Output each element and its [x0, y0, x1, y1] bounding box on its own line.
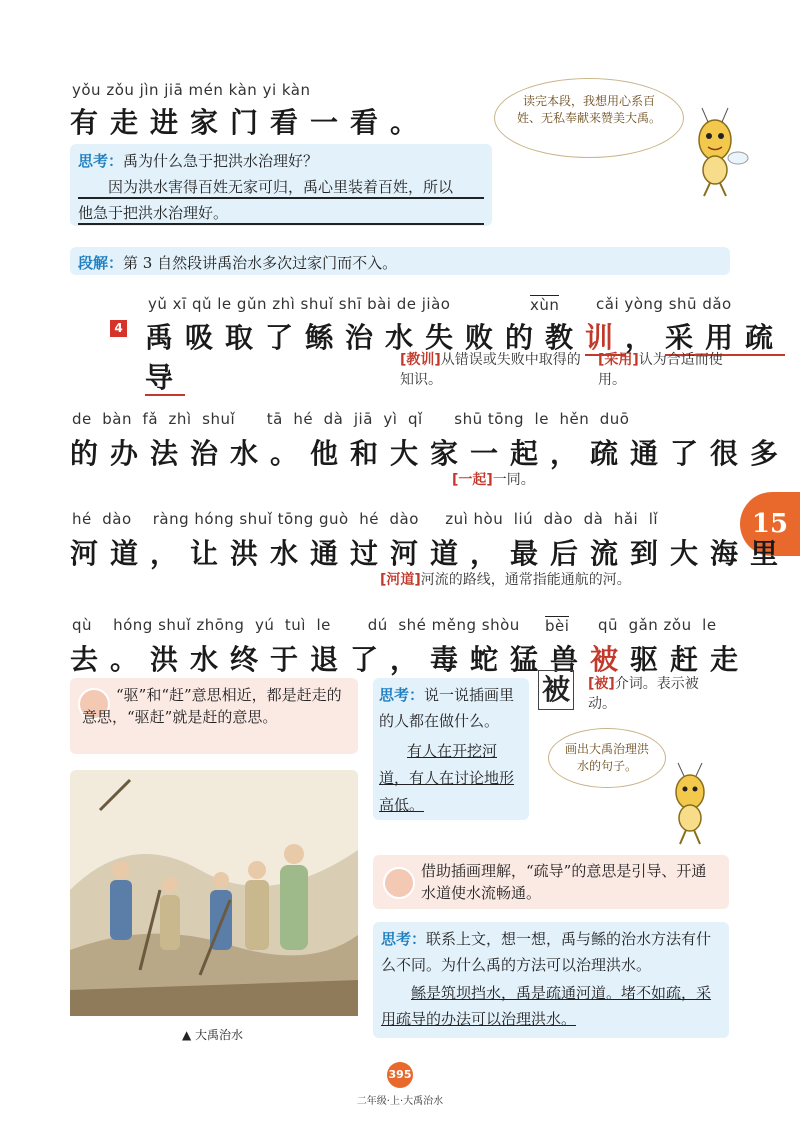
note-yiqi: [一起]一同。 — [452, 472, 535, 488]
paragraph-number: 4 — [110, 320, 127, 337]
think-box-1 — [70, 144, 492, 226]
para4-row2-pinyin: de bàn fǎ zhì shuǐ tā hé dà jiā yì qǐ shū tōng le hěn duō — [72, 410, 630, 428]
comma: ， — [625, 321, 666, 354]
para4-row1-hanzi-b: 采用疏导 — [145, 321, 786, 394]
bee-speech-bubble: 读完本段，我想用心系百姓、无私奉献来赞美大禹。 — [494, 78, 684, 158]
char-xun: 训 — [585, 321, 626, 354]
bee-speech-bubble: 画出大禹治理洪水的句子。 — [548, 728, 666, 788]
note-term: [河道] — [380, 572, 421, 588]
think-label: 思考： — [78, 152, 124, 170]
note-hedao: [河道]河流的路线，通常指能通航的河。 — [380, 572, 631, 588]
think-box-2 — [373, 678, 529, 820]
illustration-dayu-zhishui — [70, 770, 358, 1016]
bee-icon — [660, 758, 720, 848]
tip-box-qugan — [70, 678, 358, 754]
para4-row1-pinyin-b: cǎi yòng shū dǎo — [596, 295, 732, 313]
think-answer-line1: 因为洪水害得百姓无家可归，禹心里装着百姓，所以 — [78, 176, 484, 199]
think-box-3 — [373, 922, 729, 1038]
think-question: 禹为什么急于把洪水治理好？ — [123, 152, 319, 170]
tip-shudao-text: 借助插画理解，“疏导”的意思是引导、开通水道使水流畅通。 — [421, 862, 707, 902]
note-term: [被] — [588, 676, 615, 692]
footer-text: 二年级·上·大禹治水 — [356, 1096, 444, 1107]
para4-row1-pinyin-a: yǔ xī qǔ le gǔn zhì shuǐ shī bài de jiào — [148, 295, 451, 313]
para4-row1-hanzi-a: 禹吸取了鲧治水失败的教 — [145, 321, 586, 354]
think-label: 思考： — [381, 930, 427, 948]
char-card-bei: 被 — [538, 670, 574, 710]
think-answer: 鲧是筑坝挡水，禹是疏通河道。堵不如疏，采用疏导的办法可以治理洪水。 — [381, 984, 712, 1028]
teacher-avatar — [383, 867, 415, 899]
note-caiyong: [采用]认为合适而使用。 — [598, 352, 723, 388]
note-bei: [被]介词。表示被动。 — [588, 676, 699, 712]
para4-row4-pinyin-b: qū gǎn zǒu le — [598, 616, 717, 634]
lesson-tab: 15 — [740, 492, 800, 556]
line1-pinyin: yǒu zǒu jìn jiā mén kàn yi kàn — [72, 81, 311, 99]
para4-row4-pinyin-a: qù hóng shuǐ zhōng yú tuì le dú shé měng shòu — [72, 616, 520, 634]
note-term: [采用] — [598, 352, 639, 368]
page-number: 395 — [387, 1062, 413, 1088]
para4-pinyin-bei: bèi — [545, 617, 570, 635]
char-bei: 被 — [590, 643, 631, 676]
para4-row3-pinyin: hé dào ràng hóng shuǐ tōng guò hé dào zuì hòu liú dào dà hǎi lǐ — [72, 510, 659, 528]
bee-icon — [680, 100, 750, 200]
think-question: 说一说插画里的人都在做什么。 — [379, 686, 515, 730]
think-answer: 有人在开挖河道，有人在讨论地形高低。 — [379, 742, 515, 814]
para4-row3-hanzi: 河道，让洪水通过河道，最后流到大海里 — [70, 537, 791, 570]
para4-pinyin-xun: xùn — [530, 296, 560, 314]
tip-qugan-text: “驱”和“赶”意思相近，都是赶走的意思，“驱赶”就是赶的意思。 — [82, 686, 342, 726]
note-jiaoxun: [教训]从错误或失败中取得的知识。 — [400, 352, 581, 388]
think-label: 思考： — [379, 686, 425, 704]
think-answer-line2: 他急于把洪水治理好。 — [78, 202, 484, 225]
illustration-caption: ▲ 大禹治水 — [182, 1028, 244, 1042]
line1-hanzi: 有走进家门看一看。 — [70, 106, 431, 139]
summary-label: 段解： — [78, 254, 124, 272]
tip-box-shudao — [373, 855, 729, 909]
note-term: [一起] — [452, 472, 493, 488]
para4-row2-hanzi: 的办法治水。他和大家一起，疏通了很多 — [70, 437, 791, 470]
think-question: 联系上文，想一想，禹与鲧的治水方法有什么不同。为什么禹的方法可以治理洪水。 — [381, 930, 712, 974]
summary-text: 第 3 自然段讲禹治水多次过家门而不入。 — [123, 254, 398, 272]
paragraph-summary — [70, 247, 730, 275]
para4-row4-hanzi-b: 驱赶走 — [630, 643, 751, 676]
para4-row4-hanzi-a: 去。洪水终于退了，毒蛇猛兽 — [70, 643, 591, 676]
note-term: [教训] — [400, 352, 441, 368]
